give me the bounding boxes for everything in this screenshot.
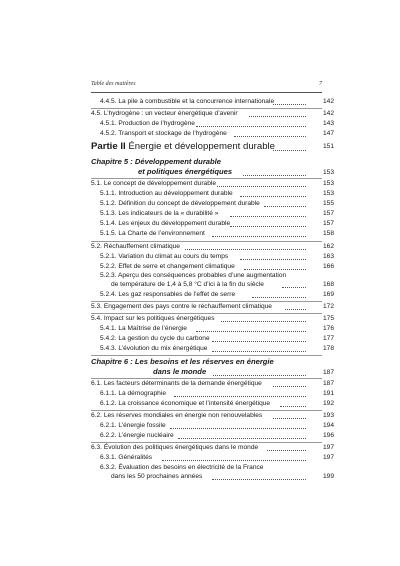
toc-entry-label: 6.1. Les facteurs déterminants de la demande énergétique xyxy=(91,380,262,387)
toc-entry xyxy=(100,200,334,208)
toc-entry xyxy=(100,291,334,299)
toc-entry-label: 5.2. Réchauffement climatique xyxy=(91,243,180,250)
dot-leader xyxy=(240,190,306,197)
dot-leader xyxy=(217,180,306,187)
toc-entry xyxy=(91,412,334,420)
toc-entry xyxy=(100,390,334,398)
toc-entry-label: 5.2.1. Variation du climat au cours du temps xyxy=(100,253,229,260)
toc-entry xyxy=(100,130,334,138)
divider xyxy=(91,178,322,179)
toc-entry xyxy=(91,243,334,251)
toc-entry xyxy=(100,120,334,128)
dot-leader xyxy=(267,444,306,451)
toc-entry xyxy=(91,110,334,118)
toc-entry-page: 163 xyxy=(322,253,334,260)
toc-entry xyxy=(100,432,334,440)
toc-entry-label: 5.4.3. L’évolution du mix énergétique xyxy=(100,345,208,352)
toc-entry-label: 5.1.1. Introduction au développement durable xyxy=(100,190,233,197)
divider xyxy=(91,108,322,109)
toc-entry xyxy=(100,98,334,106)
dot-leader xyxy=(213,367,306,376)
toc-entry-label: 4.5.1. Production de l’hydrogène xyxy=(100,120,195,127)
dot-leader xyxy=(273,142,306,151)
toc-entry-label-continued: dans les 50 prochaines années xyxy=(111,473,203,480)
dot-leader xyxy=(170,422,306,429)
toc-entry-page: 192 xyxy=(322,400,334,407)
toc-entry-page: 169 xyxy=(322,291,334,298)
chapter-page: 187 xyxy=(322,369,334,376)
toc-entry xyxy=(100,454,334,462)
header-page-number: 7 xyxy=(319,81,322,87)
toc-entry-page: 147 xyxy=(322,130,334,137)
toc-entry-page: 162 xyxy=(322,243,334,250)
toc-entry-page: 193 xyxy=(322,412,334,419)
toc-entry-label: 4.5.2. Transport et stockage de l’hydrogène xyxy=(100,130,227,137)
toc-entry xyxy=(100,422,334,430)
toc-entry xyxy=(100,210,334,218)
dot-leader xyxy=(243,167,306,176)
toc-entry-page: 153 xyxy=(322,180,334,187)
dot-leader xyxy=(174,390,306,397)
part-name: Énergie et développement durable xyxy=(128,141,276,152)
dot-leader xyxy=(285,303,306,310)
toc-entry xyxy=(91,303,334,311)
toc-entry-page: 157 xyxy=(322,220,334,227)
divider xyxy=(91,442,322,443)
toc-entry-page: 178 xyxy=(322,345,334,352)
chapter-page: 153 xyxy=(322,169,334,176)
dot-leader xyxy=(212,335,306,342)
toc-entry xyxy=(100,253,334,261)
divider xyxy=(91,313,322,314)
dot-leader xyxy=(249,110,306,117)
dot-leader xyxy=(230,210,306,217)
toc-entry-page: 194 xyxy=(322,422,334,429)
toc-entry-label: 6.3. Évolution des politiques énergétiques dans le monde xyxy=(91,444,259,451)
toc-entry xyxy=(91,180,334,188)
chapter-subtitle: dans le monde xyxy=(153,367,207,376)
toc-entry-label: 5.1.3. Les indicateurs de la « durabilité » xyxy=(100,210,219,217)
toc-entry-page: 196 xyxy=(322,432,334,439)
dot-leader xyxy=(230,220,306,227)
dot-leader xyxy=(244,263,306,270)
dot-leader xyxy=(252,291,306,298)
chapter-heading xyxy=(91,357,334,377)
chapter-title: Chapitre 6 : Les besoins et les réserves en énergie xyxy=(91,357,274,366)
toc-entry-page: 176 xyxy=(322,325,334,332)
dot-leader xyxy=(234,130,306,137)
toc-entry-page: 157 xyxy=(322,210,334,217)
toc-entry-label: 6.2.1. L’énergie fossile xyxy=(100,422,166,429)
toc-entry-page: 166 xyxy=(322,263,334,270)
toc-entry-page: 197 xyxy=(322,444,334,451)
toc-entry xyxy=(100,263,334,271)
toc-entry-page: 168 xyxy=(322,281,334,288)
header-title: Table des matières xyxy=(91,81,136,87)
toc-entry-page: 142 xyxy=(322,98,334,105)
divider xyxy=(91,378,322,379)
dot-leader xyxy=(264,200,306,207)
part-heading xyxy=(91,141,334,153)
toc-entry-page: 143 xyxy=(322,120,334,127)
toc-entry xyxy=(100,272,334,290)
toc-entry xyxy=(91,315,334,323)
toc-entry-label: 6.2. Les réserves mondiales en énergie non renouvelables xyxy=(91,412,263,419)
toc-entry-page: 199 xyxy=(322,473,334,480)
toc-entry-label: 5.3. Engagement des pays contre le réchauffement climatique xyxy=(91,303,272,310)
toc-entry-label: 6.1.2. La croissance économique et l’intensité énergétique xyxy=(100,400,271,407)
toc-entry xyxy=(100,230,334,238)
toc-entry-page: 142 xyxy=(322,110,334,117)
toc-entry-label: 5.4. Impact sur les politiques énergétiques xyxy=(91,315,215,322)
toc-entry-label: 5.1.5. La Charte de l’environnement xyxy=(100,230,205,237)
toc-entry-label: 5.2.2. Effet de serre et changement climatique xyxy=(100,263,235,270)
toc-entry xyxy=(100,335,334,343)
divider xyxy=(91,410,322,411)
divider xyxy=(91,301,322,302)
toc-entry-page: 197 xyxy=(322,454,334,461)
dot-leader xyxy=(185,243,306,250)
dot-leader xyxy=(282,281,306,288)
dot-leader xyxy=(196,120,306,127)
dot-leader xyxy=(196,325,306,332)
toc-entry-page: 187 xyxy=(322,380,334,387)
toc-entry-label: 5.1. Le concept de développement durable xyxy=(91,180,217,187)
toc-entry-page: 172 xyxy=(322,303,334,310)
part-page: 151 xyxy=(322,143,334,150)
toc-entry-label: 4.5. L’hydrogène : un vecteur énergétique d’avenir xyxy=(91,110,238,117)
toc-entry-label: 5.1.4. Les enjeux du développement durable xyxy=(100,220,231,227)
toc-entry-page: 177 xyxy=(322,335,334,342)
toc-entry-label: 4.4.5. La pile à combustible et la concurrence internationale xyxy=(100,98,275,105)
dot-leader xyxy=(280,400,306,407)
dot-leader xyxy=(212,345,306,352)
dot-leader xyxy=(240,253,306,260)
divider xyxy=(91,241,322,242)
toc-entry xyxy=(100,325,334,333)
toc-entry xyxy=(100,190,334,198)
toc-entry-label: 5.2.4. Les gaz responsables de l’effet de serre xyxy=(100,291,236,298)
dot-leader xyxy=(212,230,306,237)
running-header xyxy=(91,80,322,93)
toc-entry xyxy=(100,220,334,228)
toc-entry-label-continued: de température de 1,4 à 5,8 °C d’ici à la fin du siècle xyxy=(111,281,264,288)
toc-entry-label: 5.4.2. La gestion du cycle du carbone xyxy=(100,335,210,342)
toc-entry-label: 5.4.1. La Maîtrise de l’énergie xyxy=(100,325,187,332)
toc-entry-label: 5.1.2. Définition du concept de développement durable xyxy=(100,200,260,207)
dot-leader xyxy=(273,98,306,105)
toc-entry-label: 6.3.1. Généralités xyxy=(100,454,153,461)
dot-leader xyxy=(212,473,306,480)
toc-entry-page: 158 xyxy=(322,230,334,237)
chapter-heading xyxy=(91,157,334,177)
toc-entry xyxy=(100,400,334,408)
dot-leader xyxy=(273,412,306,419)
toc-entry-label: 6.3.2. Évaluation des besoins en électricité de la France xyxy=(100,464,264,471)
toc-entry-page: 155 xyxy=(322,200,334,207)
dot-leader xyxy=(162,454,306,461)
toc-entry xyxy=(91,380,334,388)
toc-entry-page: 153 xyxy=(322,190,334,197)
dot-leader xyxy=(178,432,306,439)
dot-leader xyxy=(221,315,306,322)
toc-entry xyxy=(100,345,334,353)
dot-leader xyxy=(273,380,306,387)
toc-entry xyxy=(100,464,334,482)
toc-entry-label: 6.2.2. L’énergie nucléaire xyxy=(100,432,174,439)
toc-entry xyxy=(91,444,334,452)
toc-entry-page: 175 xyxy=(322,315,334,322)
chapter-title: Chapitre 5 : Développement durable xyxy=(91,157,221,166)
toc-entry-label: 5.2.3. Aperçu des conséquences probables d’une augmentation xyxy=(100,272,287,279)
part-number: Partie II xyxy=(91,141,126,152)
divider xyxy=(91,355,322,356)
part-title xyxy=(91,141,275,153)
toc-entry-page: 191 xyxy=(322,390,334,397)
toc-entry-label: 6.1.1. La démographie xyxy=(100,390,166,397)
chapter-subtitle: et politiques énergétiques xyxy=(138,167,233,176)
